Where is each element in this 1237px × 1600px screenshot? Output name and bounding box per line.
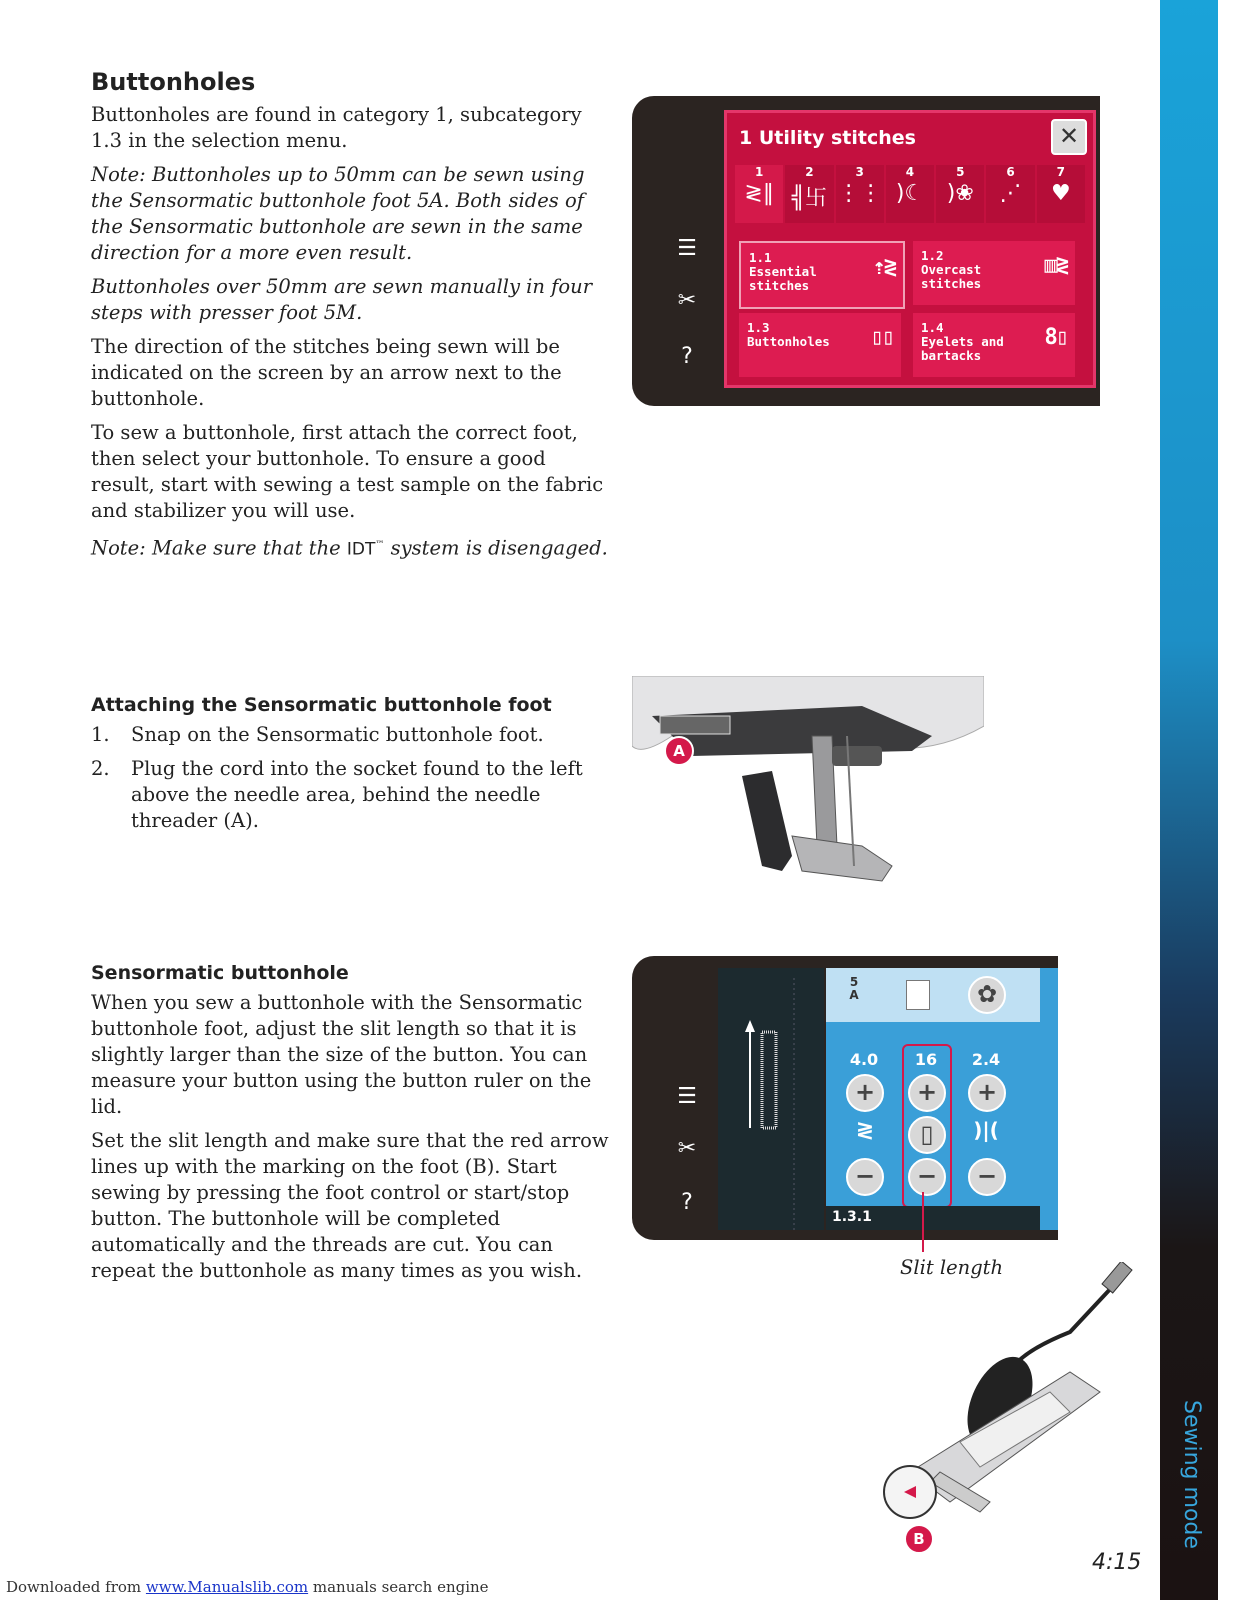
page-number: 4:15 bbox=[1092, 1550, 1142, 1575]
density-minus-button[interactable]: − bbox=[968, 1158, 1006, 1196]
machine-needle-area-drawing bbox=[632, 676, 984, 894]
settings-panel bbox=[826, 968, 1040, 1230]
buttonholes-section bbox=[91, 68, 611, 571]
slit-length-caption: Slit length bbox=[900, 1256, 1004, 1279]
slit-length-value: 16 bbox=[914, 1050, 938, 1069]
stitch-density-value: 2.4 bbox=[971, 1050, 1001, 1069]
attaching-section bbox=[91, 694, 611, 842]
width-zigzag-icon: ≷ bbox=[855, 1118, 875, 1143]
tab-7[interactable]: 7 ♥ bbox=[1037, 165, 1085, 223]
label-b-badge: B bbox=[904, 1524, 934, 1554]
menu-icon[interactable]: ☰ bbox=[677, 236, 697, 261]
help-icon[interactable]: ? bbox=[681, 1190, 693, 1215]
tab-2-stitch-icon: ╣卐 bbox=[791, 186, 828, 211]
direction-paragraph: The direction of the stitches being sewn will be indicated on the screen by an arrow next to the buttonhole. bbox=[91, 335, 562, 410]
help-icon[interactable]: ? bbox=[681, 344, 693, 369]
tools-icon[interactable]: ✂ bbox=[677, 288, 697, 313]
density-plus-button[interactable]: + bbox=[968, 1074, 1006, 1112]
presser-foot-illustration bbox=[632, 676, 984, 894]
list-item: 1. Snap on the Sensormatic buttonhole foot. bbox=[91, 723, 544, 746]
tab-5-stitch-icon: )❀ bbox=[946, 181, 974, 206]
buttonhole-preview-drawing bbox=[718, 968, 824, 1230]
sensormatic-section bbox=[91, 962, 611, 1292]
tab-4[interactable]: 4 )☾ bbox=[886, 165, 934, 223]
buttonholes-intro: Buttonholes are found in category 1, subcategory 1.3 in the selection menu. bbox=[91, 103, 582, 152]
sensormatic-paragraph-2: Set the slit length and make sure that the red arrow lines up with the marking on the foot (B). Start sewing by pressing the foot control or start/stop button. The buttonhole will be completed automatically and the threads are cut. You can repeat the buttonhole as many times as you wish. bbox=[91, 1129, 609, 1282]
footer: Downloaded from www.Manualslib.com manuals search engine bbox=[6, 1578, 489, 1596]
note-sensormatic: Note: Buttonholes up to 50mm can be sewn using the Sensormatic buttonhole foot 5A. Both sides of the Sensormatic buttonhole are sewn in the same direction for a more even result. bbox=[91, 163, 585, 264]
essential-stitch-icon: ⇡≷ bbox=[872, 255, 895, 280]
subcategory-1-3[interactable]: 1.3 Buttonholes ▯▯ bbox=[739, 313, 901, 377]
sensormatic-heading: Sensormatic buttonhole bbox=[91, 962, 349, 984]
side-section-label: Sewing mode bbox=[1179, 1400, 1204, 1549]
menu-icon[interactable]: ☰ bbox=[677, 1084, 697, 1109]
buttonholes-heading: Buttonholes bbox=[91, 68, 256, 96]
width-minus-button[interactable]: − bbox=[846, 1158, 884, 1196]
note-manual: Buttonholes over 50mm are sewn manually in four steps with presser foot 5M. bbox=[91, 275, 593, 324]
label-a-badge: A bbox=[664, 736, 694, 766]
slit-plus-button[interactable]: + bbox=[908, 1074, 946, 1112]
category-tabs bbox=[735, 165, 1087, 223]
subcategory-1-1[interactable]: 1.1 Essential stitches ⇡≷ bbox=[739, 241, 905, 309]
buttonhole-foot-illustration bbox=[870, 1262, 1150, 1552]
sensormatic-paragraph-1: When you sew a buttonhole with the Sensormatic buttonhole foot, adjust the slit length so that it is slightly larger than the size of the button. You can measure your button using the button ruler on the lid. bbox=[91, 991, 592, 1118]
utility-stitches-screen bbox=[632, 96, 1100, 406]
tab-3[interactable]: 3 ⋮⋮ bbox=[836, 165, 884, 223]
attaching-steps bbox=[91, 722, 611, 834]
tab-1-stitch-icon: ≷‖ bbox=[744, 181, 774, 206]
list-item: 2. Plug the cord into the socket found to the left above the needle area, behind the needle threader (A). bbox=[91, 757, 583, 832]
heart-icon: ♥ bbox=[1050, 181, 1071, 206]
buttonhole-settings-screen bbox=[632, 956, 1058, 1240]
buttonhole-option-icon[interactable] bbox=[906, 980, 930, 1010]
eyelet-icon: 8▯ bbox=[1044, 325, 1067, 350]
slit-length-highlight bbox=[902, 1044, 952, 1208]
note-idt: Note: Make sure that the IDT™ system is disengaged. bbox=[91, 536, 608, 560]
density-icon: )|( bbox=[973, 1118, 999, 1142]
close-button[interactable]: ✕ bbox=[1051, 119, 1087, 155]
side-toolbar bbox=[1040, 968, 1058, 1230]
attaching-heading: Attaching the Sensormatic buttonhole foot bbox=[91, 694, 552, 716]
slit-minus-button[interactable]: − bbox=[908, 1158, 946, 1196]
subcategory-1-4[interactable]: 1.4 Eyelets and bartacks 8▯ bbox=[913, 313, 1075, 377]
panel-title: 1 Utility stitches bbox=[739, 127, 916, 149]
slit-length-icon: ▯ bbox=[908, 1116, 946, 1154]
subcategory-1-2[interactable]: 1.2 Overcast stitches ▥≷ bbox=[913, 241, 1075, 305]
tab-4-stitch-icon: )☾ bbox=[895, 181, 925, 206]
stitch-width-value: 4.0 bbox=[849, 1050, 879, 1069]
tab-5[interactable]: 5 )❀ bbox=[936, 165, 984, 223]
tools-icon[interactable]: ✂ bbox=[677, 1136, 697, 1161]
tab-2[interactable]: 2 ╣卐 bbox=[785, 165, 833, 223]
sensormatic-foot-drawing bbox=[870, 1262, 1150, 1552]
stitch-id: 1.3.1 bbox=[832, 1209, 872, 1225]
side-bar bbox=[1160, 0, 1218, 1600]
utility-stitches-panel bbox=[724, 110, 1096, 388]
buttonhole-icon: ▯▯ bbox=[870, 325, 893, 350]
tab-1[interactable]: 1 ≷‖ bbox=[735, 165, 783, 223]
tab-6[interactable]: 6 ⋰ bbox=[986, 165, 1034, 223]
presser-foot-icon[interactable]: 5 A bbox=[849, 975, 859, 1002]
sew-paragraph: To sew a buttonhole, first attach the correct foot, then select your buttonhole. To ensure a good result, start with sewing a test sample on the fabric and stabilizer you will use. bbox=[91, 421, 604, 522]
width-plus-button[interactable]: + bbox=[846, 1074, 884, 1112]
tab-6-stitch-icon: ⋰ bbox=[999, 181, 1022, 206]
stitch-preview bbox=[718, 968, 824, 1230]
overcast-stitch-icon: ▥≷ bbox=[1044, 253, 1067, 278]
tab-3-stitch-icon: ⋮⋮ bbox=[837, 181, 882, 206]
flower-icon[interactable]: ✿ bbox=[968, 976, 1006, 1014]
slit-length-pointer bbox=[922, 1192, 924, 1252]
manualslib-link[interactable]: www.Manualslib.com bbox=[145, 1578, 309, 1596]
